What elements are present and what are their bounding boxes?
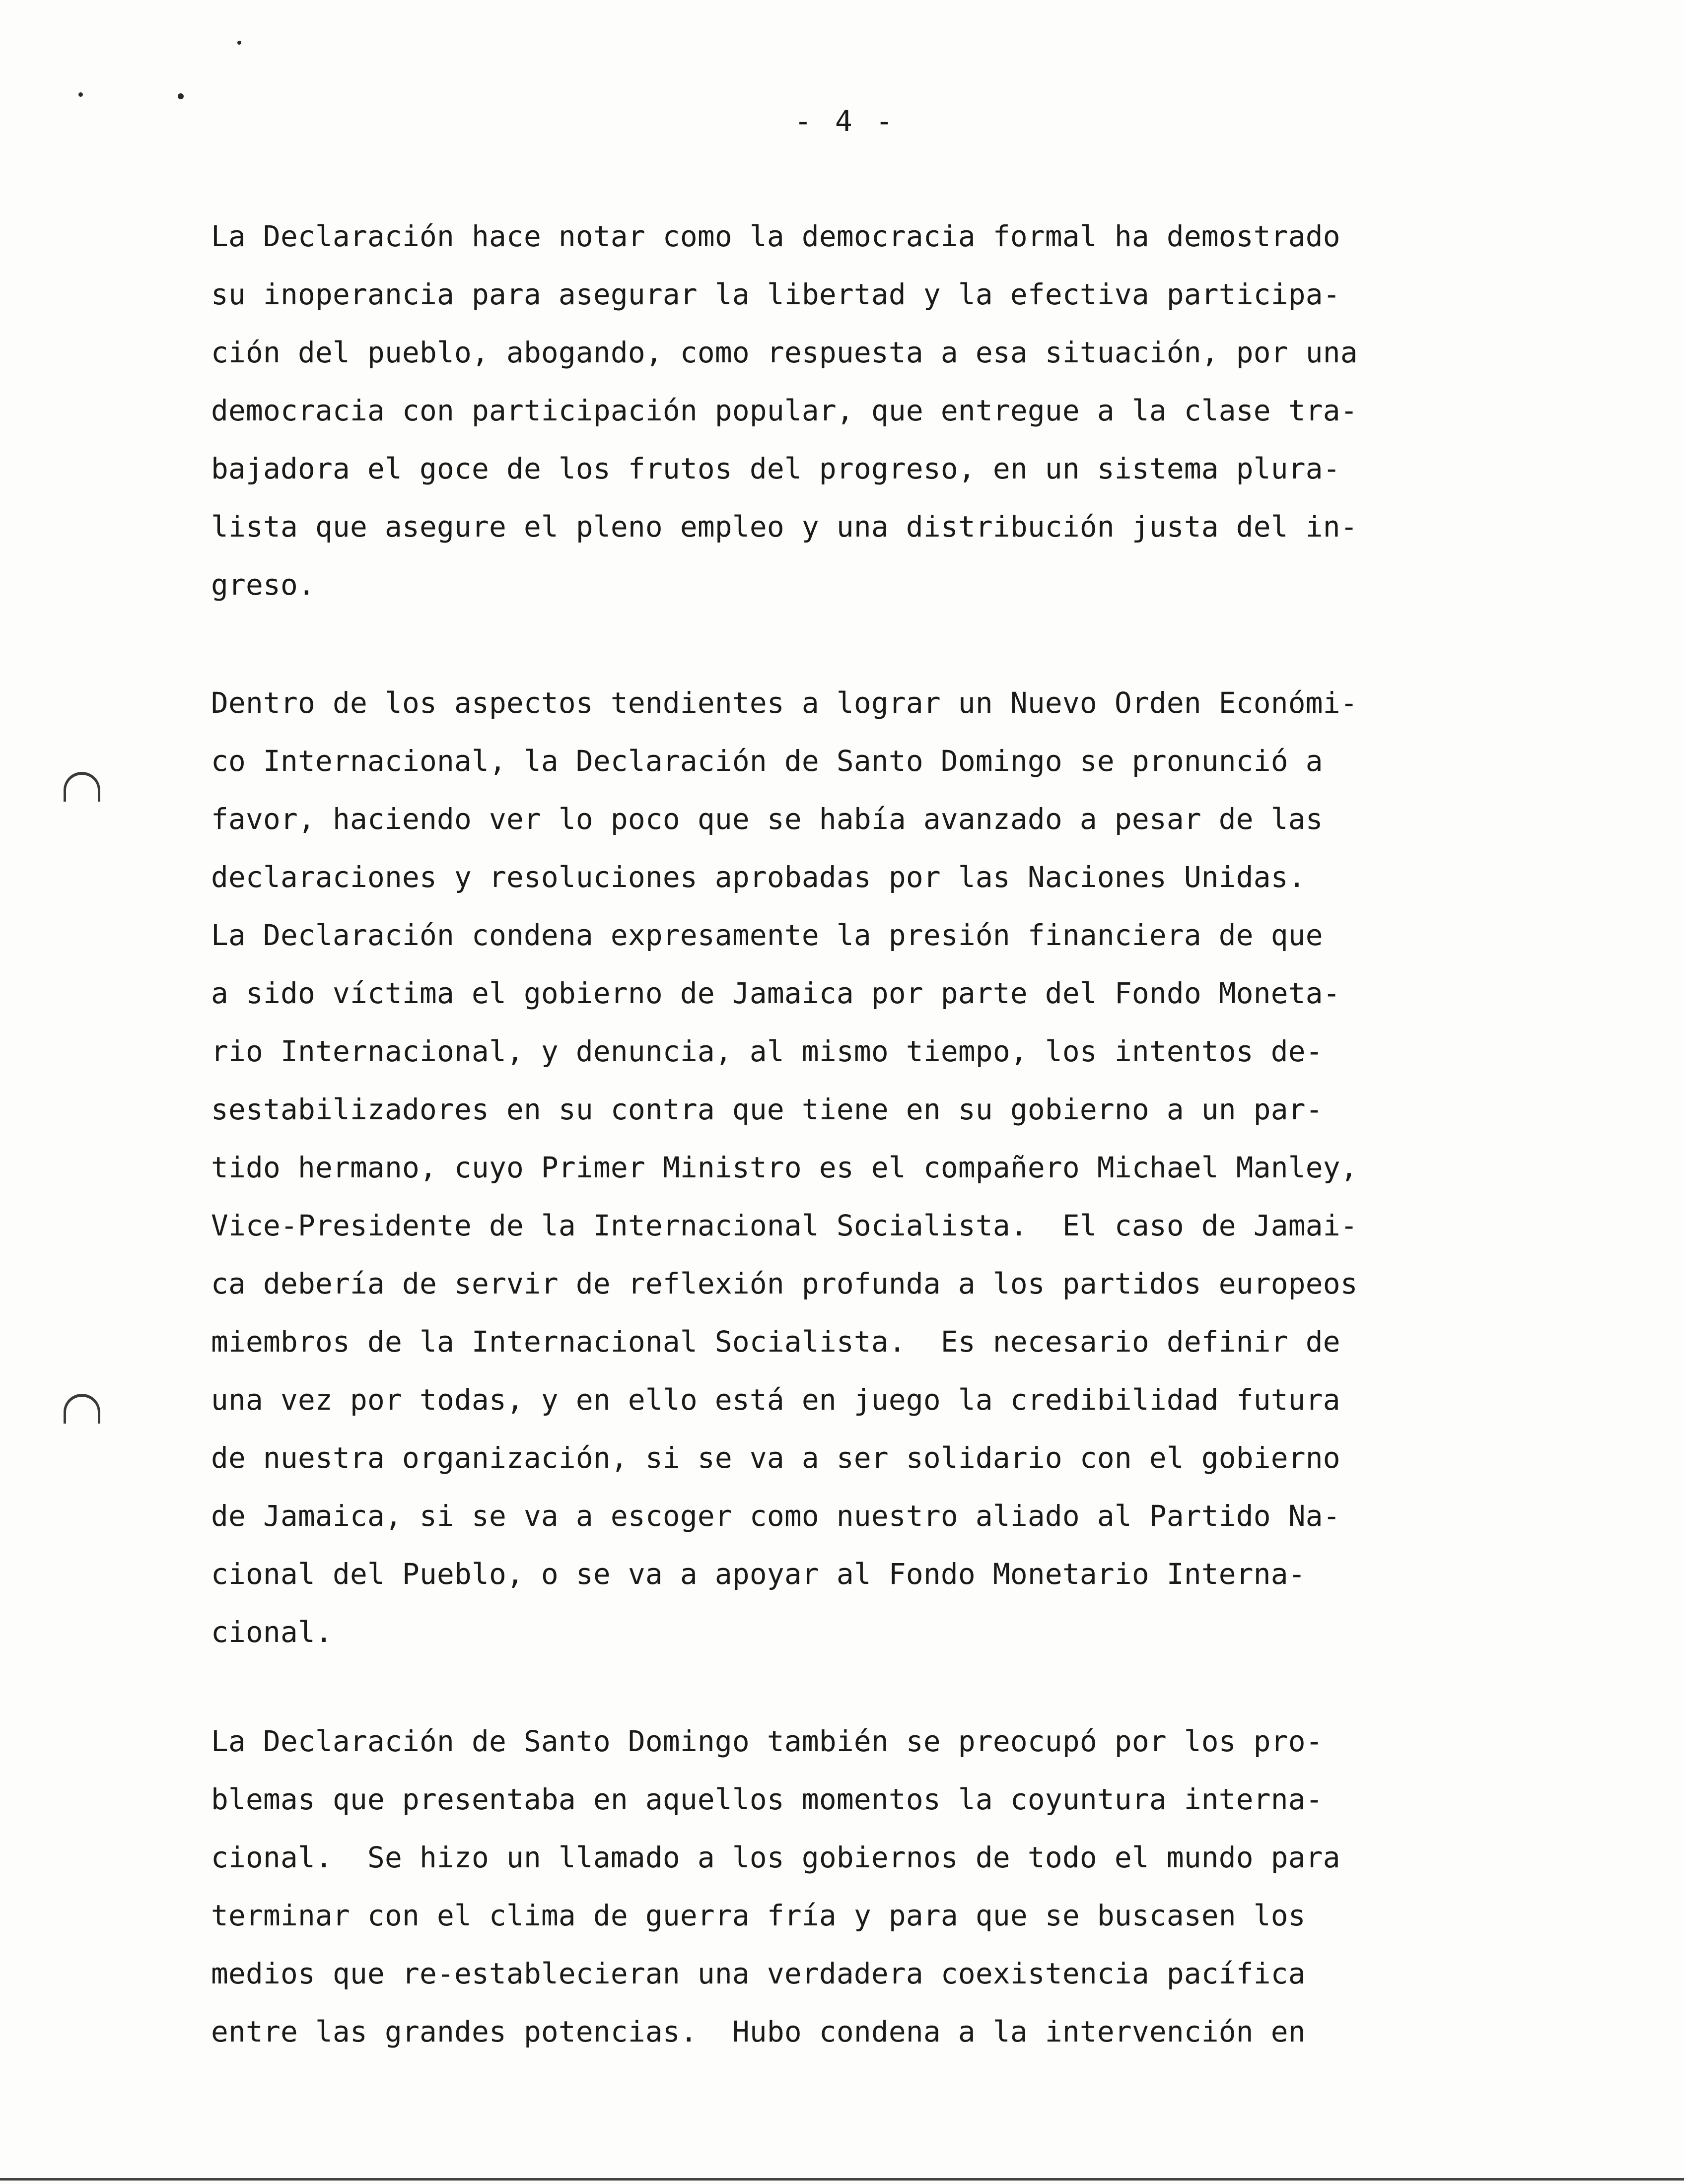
punch-hole <box>64 772 100 802</box>
text-line: cional. Se hizo un llamado a los gobiernos de todo el mundo para <box>211 1841 1340 1874</box>
text-line: La Declaración condena expresamente la presión financiera de que <box>211 918 1323 952</box>
text-line: co Internacional, la Declaración de Santo Domingo se pronunció a <box>211 744 1323 778</box>
text-line: a sido víctima el gobierno de Jamaica por parte del Fondo Moneta- <box>211 976 1340 1010</box>
scan-speck <box>78 92 83 97</box>
scan-speck <box>178 93 184 99</box>
text-line: su inoperancia para asegurar la libertad y la efectiva participa- <box>211 277 1340 311</box>
text-line: La Declaración hace notar como la democracia formal ha demostrado <box>211 219 1340 253</box>
paragraph-democracia <box>211 207 1551 614</box>
text-line: entre las grandes potencias. Hubo condena a la intervención en <box>211 2015 1306 2048</box>
text-line: terminar con el clima de guerra fría y para que se buscasen los <box>211 1899 1306 1932</box>
text-line: una vez por todas, y en ello está en juego la credibilidad futura <box>211 1383 1340 1417</box>
page-number: - 4 - <box>794 104 896 138</box>
text-line: Dentro de los aspectos tendientes a lograr un Nuevo Orden Económi- <box>211 686 1358 720</box>
text-line: Vice-Presidente de la Internacional Socialista. El caso de Jamai- <box>211 1209 1358 1242</box>
scan-speck <box>237 41 241 45</box>
text-line: democracia con participación popular, que entregue a la clase tra- <box>211 394 1358 427</box>
paragraph-coyuntura <box>211 1712 1551 2061</box>
text-line: declaraciones y resoluciones aprobadas por las Naciones Unidas. <box>211 860 1306 894</box>
text-line: La Declaración de Santo Domingo también se preocupó por los pro- <box>211 1724 1323 1758</box>
text-line: cional. <box>211 1615 333 1649</box>
text-line: de Jamaica, si se va a escoger como nuestro aliado al Partido Na- <box>211 1499 1340 1533</box>
text-line: ca debería de servir de reflexión profunda a los partidos europeos <box>211 1267 1358 1300</box>
text-line: lista que asegure el pleno empleo y una distribución justa del in- <box>211 510 1358 544</box>
text-line: favor, haciendo ver lo poco que se había avanzado a pesar de las <box>211 802 1323 836</box>
text-line: bajadora el goce de los frutos del progreso, en un sistema plura- <box>211 452 1340 485</box>
text-line: tido hermano, cuyo Primer Ministro es el compañero Michael Manley, <box>211 1151 1358 1184</box>
text-line: de nuestra organización, si se va a ser solidario con el gobierno <box>211 1441 1340 1475</box>
text-line: sestabilizadores en su contra que tiene en su gobierno a un par- <box>211 1092 1323 1126</box>
text-line: ción del pueblo, abogando, como respuesta a esa situación, por una <box>211 336 1358 369</box>
text-line: greso. <box>211 568 315 602</box>
text-line: blemas que presentaba en aquellos momentos la coyuntura interna- <box>211 1782 1323 1816</box>
page-bottom-edge <box>0 2178 1684 2181</box>
text-line: medios que re-establecieran una verdadera coexistencia pacífica <box>211 1957 1306 1990</box>
punch-hole <box>64 1394 100 1424</box>
text-line: cional del Pueblo, o se va a apoyar al Fondo Monetario Interna- <box>211 1557 1306 1591</box>
text-line: miembros de la Internacional Socialista. Es necesario definir de <box>211 1325 1340 1359</box>
paragraph-nuevo-orden <box>211 674 1551 1661</box>
text-line: rio Internacional, y denuncia, al mismo tiempo, los intentos de- <box>211 1034 1323 1068</box>
